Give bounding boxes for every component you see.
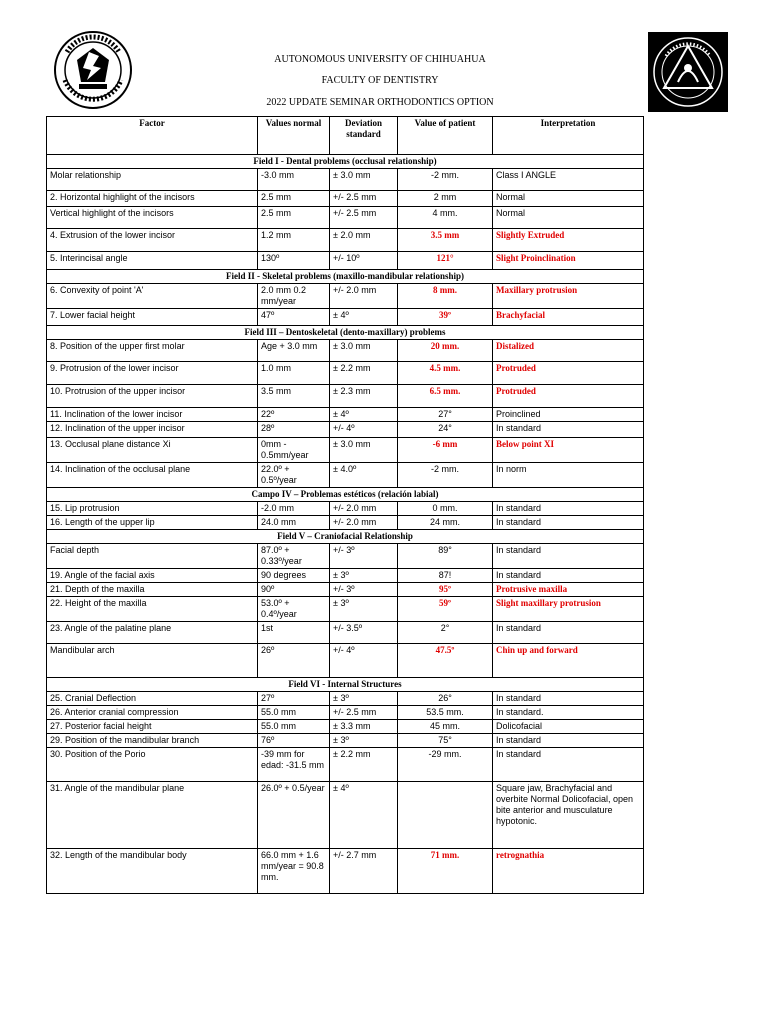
table-row bbox=[47, 340, 644, 362]
interpretation-cell: Below point XI bbox=[493, 438, 644, 463]
deviation-cell: ± 3º bbox=[330, 569, 398, 583]
factor-cell: 19. Angle of the facial axis bbox=[47, 569, 258, 583]
deviation-cell: +/- 3.5º bbox=[330, 622, 398, 644]
deviation-cell: ± 4.0º bbox=[330, 463, 398, 488]
normal-value-cell: 28º bbox=[258, 422, 330, 438]
normal-value-cell: 47º bbox=[258, 309, 330, 326]
table-row bbox=[47, 849, 644, 894]
table-row bbox=[47, 622, 644, 644]
table-row bbox=[47, 644, 644, 678]
factor-cell: 21. Depth of the maxilla bbox=[47, 583, 258, 597]
normal-value-cell: -2.0 mm bbox=[258, 502, 330, 516]
interpretation-cell: In standard. bbox=[493, 706, 644, 720]
interpretation-cell: Protruded bbox=[493, 385, 644, 408]
section-title: Field I - Dental problems (occlusal relationship) bbox=[47, 155, 644, 169]
university-seal-logo bbox=[53, 30, 133, 110]
patient-value-cell: 39º bbox=[398, 309, 493, 326]
table-row bbox=[47, 229, 644, 252]
interpretation-cell: In standard bbox=[493, 516, 644, 530]
deviation-cell: +/- 2.0 mm bbox=[330, 516, 398, 530]
deviation-cell: +/- 4º bbox=[330, 644, 398, 678]
table-row bbox=[47, 502, 644, 516]
patient-value-cell: 2 mm bbox=[398, 191, 493, 207]
normal-value-cell: 1st bbox=[258, 622, 330, 644]
section-header-row bbox=[47, 488, 644, 502]
table-row bbox=[47, 597, 644, 622]
interpretation-cell: In standard bbox=[493, 622, 644, 644]
normal-value-cell: 55.0 mm bbox=[258, 706, 330, 720]
interpretation-cell: Protruded bbox=[493, 362, 644, 385]
factor-cell: 14. Inclination of the occlusal plane bbox=[47, 463, 258, 488]
interpretation-cell: In standard bbox=[493, 544, 644, 569]
table-row bbox=[47, 720, 644, 734]
factor-cell: 8. Position of the upper first molar bbox=[47, 340, 258, 362]
col-header-deviation: Deviation standard bbox=[330, 117, 398, 155]
normal-value-cell: 27º bbox=[258, 692, 330, 706]
factor-cell: 32. Length of the mandibular body bbox=[47, 849, 258, 894]
section-title: Campo IV – Problemas estéticos (relación labial) bbox=[47, 488, 644, 502]
normal-value-cell: 76º bbox=[258, 734, 330, 748]
normal-value-cell: -39 mm for edad: -31.5 mm bbox=[258, 748, 330, 782]
interpretation-cell: In standard bbox=[493, 692, 644, 706]
factor-cell: Molar relationship bbox=[47, 169, 258, 191]
normal-value-cell: 22º bbox=[258, 408, 330, 422]
patient-value-cell: 6.5 mm. bbox=[398, 385, 493, 408]
deviation-cell: +/- 4º bbox=[330, 422, 398, 438]
table-row bbox=[47, 207, 644, 229]
deviation-cell: ± 2.2 mm bbox=[330, 748, 398, 782]
normal-value-cell: 55.0 mm bbox=[258, 720, 330, 734]
table-row bbox=[47, 284, 644, 309]
section-header-row bbox=[47, 270, 644, 284]
interpretation-cell: Normal bbox=[493, 191, 644, 207]
table-row bbox=[47, 516, 644, 530]
deviation-cell: ± 3º bbox=[330, 734, 398, 748]
normal-value-cell: 3.5 mm bbox=[258, 385, 330, 408]
normal-value-cell: 1.0 mm bbox=[258, 362, 330, 385]
section-header-row bbox=[47, 326, 644, 340]
col-header-factor: Factor bbox=[47, 117, 258, 155]
deviation-cell: ± 4º bbox=[330, 309, 398, 326]
interpretation-cell: Protrusive maxilla bbox=[493, 583, 644, 597]
factor-cell: 4. Extrusion of the lower incisor bbox=[47, 229, 258, 252]
factor-cell: 7. Lower facial height bbox=[47, 309, 258, 326]
normal-value-cell: 2.0 mm 0.2 mm/year bbox=[258, 284, 330, 309]
table-row bbox=[47, 692, 644, 706]
table-row bbox=[47, 463, 644, 488]
deviation-cell: ± 3.3 mm bbox=[330, 720, 398, 734]
normal-value-cell: 22.0º + 0.5º/year bbox=[258, 463, 330, 488]
normal-value-cell: 66.0 mm + 1.6 mm/year = 90.8 mm. bbox=[258, 849, 330, 894]
table-header-row bbox=[47, 117, 644, 155]
patient-value-cell: 27° bbox=[398, 408, 493, 422]
deviation-cell: +/- 2.7 mm bbox=[330, 849, 398, 894]
patient-value-cell bbox=[398, 782, 493, 849]
patient-value-cell: 3.5 mm bbox=[398, 229, 493, 252]
normal-value-cell: 130º bbox=[258, 252, 330, 270]
factor-cell: 2. Horizontal highlight of the incisors bbox=[47, 191, 258, 207]
factor-cell: 22. Height of the maxilla bbox=[47, 597, 258, 622]
section-title: Field V – Craniofacial Relationship bbox=[47, 530, 644, 544]
interpretation-cell: Maxillary protrusion bbox=[493, 284, 644, 309]
patient-value-cell: 4 mm. bbox=[398, 207, 493, 229]
table-row bbox=[47, 734, 644, 748]
normal-value-cell: 24.0 mm bbox=[258, 516, 330, 530]
section-title: Field VI - Internal Structures bbox=[47, 678, 644, 692]
patient-value-cell: 45 mm. bbox=[398, 720, 493, 734]
header-university: AUTONOMOUS UNIVERSITY OF CHIHUAHUA bbox=[274, 54, 486, 65]
table-row bbox=[47, 544, 644, 569]
interpretation-cell: Slight maxillary protrusion bbox=[493, 597, 644, 622]
table-row bbox=[47, 583, 644, 597]
patient-value-cell: 0 mm. bbox=[398, 502, 493, 516]
section-header-row bbox=[47, 155, 644, 169]
normal-value-cell: Age + 3.0 mm bbox=[258, 340, 330, 362]
patient-value-cell: 53.5 mm. bbox=[398, 706, 493, 720]
table-row bbox=[47, 706, 644, 720]
patient-value-cell: 89° bbox=[398, 544, 493, 569]
normal-value-cell: 53.0º + 0.4º/year bbox=[258, 597, 330, 622]
table-body bbox=[47, 155, 644, 894]
factor-cell: 9. Protrusion of the lower incisor bbox=[47, 362, 258, 385]
cephalometric-table bbox=[46, 116, 644, 894]
interpretation-cell: Proinclined bbox=[493, 408, 644, 422]
table-row bbox=[47, 438, 644, 463]
deviation-cell: +/- 2.0 mm bbox=[330, 284, 398, 309]
patient-value-cell: 75° bbox=[398, 734, 493, 748]
deviation-cell: +/- 2.5 mm bbox=[330, 706, 398, 720]
interpretation-cell: Brachyfacial bbox=[493, 309, 644, 326]
deviation-cell: ± 4º bbox=[330, 408, 398, 422]
table-row bbox=[47, 169, 644, 191]
interpretation-cell: In standard bbox=[493, 422, 644, 438]
patient-value-cell: -2 mm. bbox=[398, 463, 493, 488]
factor-cell: 30. Position of the Porio bbox=[47, 748, 258, 782]
normal-value-cell: -3.0 mm bbox=[258, 169, 330, 191]
deviation-cell: ± 3º bbox=[330, 692, 398, 706]
deviation-cell: +/- 3º bbox=[330, 544, 398, 569]
table-row bbox=[47, 422, 644, 438]
interpretation-cell: Chin up and forward bbox=[493, 644, 644, 678]
patient-value-cell: 8 mm. bbox=[398, 284, 493, 309]
patient-value-cell: -29 mm. bbox=[398, 748, 493, 782]
table-row bbox=[47, 408, 644, 422]
table-row bbox=[47, 309, 644, 326]
deviation-cell: ± 3º bbox=[330, 597, 398, 622]
patient-value-cell: 26° bbox=[398, 692, 493, 706]
deviation-cell: ± 4º bbox=[330, 782, 398, 849]
factor-cell: 31. Angle of the mandibular plane bbox=[47, 782, 258, 849]
normal-value-cell: 26º bbox=[258, 644, 330, 678]
patient-value-cell: 2° bbox=[398, 622, 493, 644]
patient-value-cell: 95º bbox=[398, 583, 493, 597]
normal-value-cell: 2.5 mm bbox=[258, 191, 330, 207]
deviation-cell: +/- 3º bbox=[330, 583, 398, 597]
factor-cell: 23. Angle of the palatine plane bbox=[47, 622, 258, 644]
patient-value-cell: 71 mm. bbox=[398, 849, 493, 894]
interpretation-cell: In standard bbox=[493, 502, 644, 516]
interpretation-cell: In standard bbox=[493, 734, 644, 748]
deviation-cell: ± 2.2 mm bbox=[330, 362, 398, 385]
faculty-seal-logo bbox=[648, 32, 728, 112]
deviation-cell: +/- 2.0 mm bbox=[330, 502, 398, 516]
factor-cell: 16. Length of the upper lip bbox=[47, 516, 258, 530]
patient-value-cell: 4.5 mm. bbox=[398, 362, 493, 385]
factor-cell: 29. Position of the mandibular branch bbox=[47, 734, 258, 748]
normal-value-cell: 90 degrees bbox=[258, 569, 330, 583]
patient-value-cell: 24 mm. bbox=[398, 516, 493, 530]
interpretation-cell: In norm bbox=[493, 463, 644, 488]
deviation-cell: ± 3.0 mm bbox=[330, 169, 398, 191]
patient-value-cell: 87! bbox=[398, 569, 493, 583]
deviation-cell: +/- 2.5 mm bbox=[330, 207, 398, 229]
table-row bbox=[47, 252, 644, 270]
interpretation-cell: retrognathia bbox=[493, 849, 644, 894]
factor-cell: 13. Occlusal plane distance Xi bbox=[47, 438, 258, 463]
section-title: Field II - Skeletal problems (maxillo-mandibular relationship) bbox=[47, 270, 644, 284]
col-header-normal: Values normal bbox=[258, 117, 330, 155]
interpretation-cell: Slightly Extruded bbox=[493, 229, 644, 252]
normal-value-cell: 1.2 mm bbox=[258, 229, 330, 252]
interpretation-cell: In standard bbox=[493, 748, 644, 782]
col-header-interpretation: Interpretation bbox=[493, 117, 644, 155]
table-row bbox=[47, 385, 644, 408]
patient-value-cell: 59º bbox=[398, 597, 493, 622]
normal-value-cell: 26.0º + 0.5/year bbox=[258, 782, 330, 849]
col-header-patient: Value of patient bbox=[398, 117, 493, 155]
patient-value-cell: 24° bbox=[398, 422, 493, 438]
interpretation-cell: In standard bbox=[493, 569, 644, 583]
table-row bbox=[47, 191, 644, 207]
factor-cell: 12. Inclination of the upper incisor bbox=[47, 422, 258, 438]
patient-value-cell: -6 mm bbox=[398, 438, 493, 463]
interpretation-cell: Class I ANGLE bbox=[493, 169, 644, 191]
factor-cell: Facial depth bbox=[47, 544, 258, 569]
factor-cell: Mandibular arch bbox=[47, 644, 258, 678]
factor-cell: 6. Convexity of point 'A' bbox=[47, 284, 258, 309]
factor-cell: Vertical highlight of the incisors bbox=[47, 207, 258, 229]
factor-cell: 15. Lip protrusion bbox=[47, 502, 258, 516]
patient-value-cell: -2 mm. bbox=[398, 169, 493, 191]
interpretation-cell: Square jaw, Brachyfacial and overbite Normal Dolicofacial, open bite anterior and musculature hypotonic. bbox=[493, 782, 644, 849]
table-row bbox=[47, 569, 644, 583]
patient-value-cell: 20 mm. bbox=[398, 340, 493, 362]
deviation-cell: ± 2.0 mm bbox=[330, 229, 398, 252]
interpretation-cell: Distalized bbox=[493, 340, 644, 362]
patient-value-cell: 47.5º bbox=[398, 644, 493, 678]
interpretation-cell: Slight Proinclination bbox=[493, 252, 644, 270]
normal-value-cell: 90º bbox=[258, 583, 330, 597]
normal-value-cell: 2.5 mm bbox=[258, 207, 330, 229]
factor-cell: 10. Protrusion of the upper incisor bbox=[47, 385, 258, 408]
factor-cell: 11. Inclination of the lower incisor bbox=[47, 408, 258, 422]
deviation-cell: +/- 2.5 mm bbox=[330, 191, 398, 207]
normal-value-cell: 87.0º + 0.33º/year bbox=[258, 544, 330, 569]
patient-value-cell: 121° bbox=[398, 252, 493, 270]
table-row bbox=[47, 362, 644, 385]
table-row bbox=[47, 782, 644, 849]
header-faculty: FACULTY OF DENTISTRY bbox=[321, 75, 439, 86]
factor-cell: 25. Cranial Deflection bbox=[47, 692, 258, 706]
factor-cell: 26. Anterior cranial compression bbox=[47, 706, 258, 720]
factor-cell: 27. Posterior facial height bbox=[47, 720, 258, 734]
normal-value-cell: 0mm - 0.5mm/year bbox=[258, 438, 330, 463]
deviation-cell: ± 3.0 mm bbox=[330, 340, 398, 362]
deviation-cell: +/- 10º bbox=[330, 252, 398, 270]
deviation-cell: ± 3.0 mm bbox=[330, 438, 398, 463]
section-title: Field III – Dentoskeletal (dento-maxillary) problems bbox=[47, 326, 644, 340]
section-header-row bbox=[47, 678, 644, 692]
header-seminar: 2022 UPDATE SEMINAR ORTHODONTICS OPTION bbox=[266, 97, 494, 108]
factor-cell: 5. Interincisal angle bbox=[47, 252, 258, 270]
table-row bbox=[47, 748, 644, 782]
interpretation-cell: Dolicofacial bbox=[493, 720, 644, 734]
deviation-cell: ± 2.3 mm bbox=[330, 385, 398, 408]
interpretation-cell: Normal bbox=[493, 207, 644, 229]
section-header-row bbox=[47, 530, 644, 544]
